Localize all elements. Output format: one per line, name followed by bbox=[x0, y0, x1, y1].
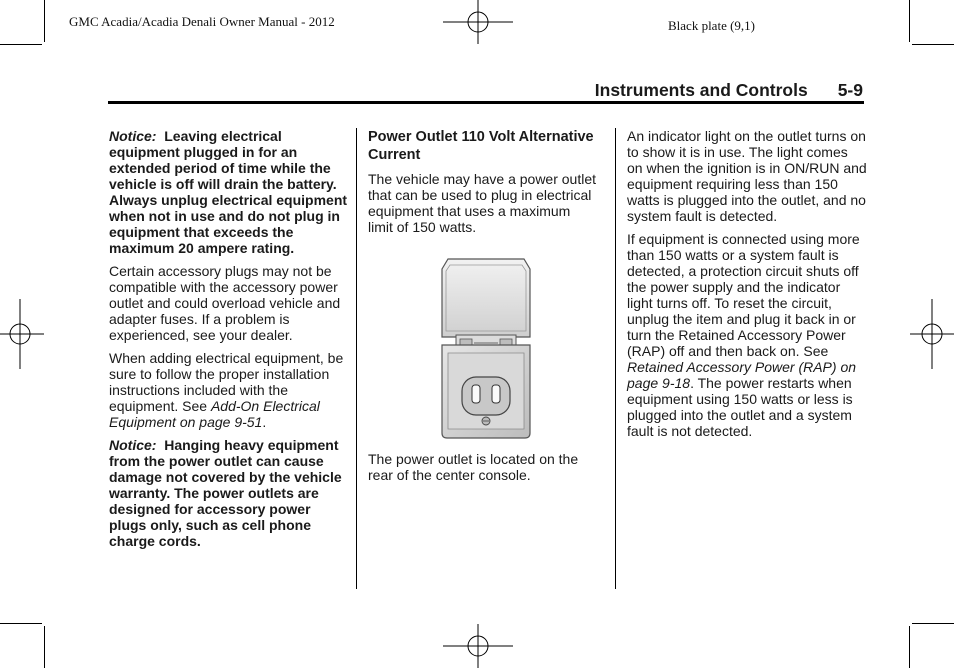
body-text: If equipment is connected using more than 150 watts or a system fault is detected, a protection circuit shuts off the power supply and the indicator light turns off. To reset the circuit, unplug the item and plug it back in or turn the Retained Accessory Power (RAP) off and then back on. See bbox=[627, 231, 860, 359]
crop-mark bbox=[44, 0, 45, 42]
body-paragraph bbox=[627, 231, 867, 439]
crop-mark bbox=[909, 626, 910, 668]
crop-mark bbox=[912, 44, 954, 45]
crop-mark bbox=[912, 623, 954, 624]
body-paragraph: Certain accessory plugs may not be compatible with the accessory power outlet and could overload vehicle and adapter fuses. If a problem is experienced, see your dealer. bbox=[109, 263, 341, 343]
crop-mark bbox=[44, 626, 45, 668]
crop-mark bbox=[0, 44, 42, 45]
column-1 bbox=[109, 128, 349, 556]
registration-mark-right bbox=[910, 297, 954, 371]
crop-mark bbox=[0, 623, 42, 624]
column-3 bbox=[627, 128, 867, 446]
manual-title: GMC Acadia/Acadia Denali Owner Manual - 2012 bbox=[69, 14, 335, 29]
crop-mark bbox=[909, 0, 910, 42]
illustration-caption: The power outlet is located on the rear of the center console. bbox=[368, 451, 579, 483]
notice-text: Hanging heavy equipment from the power outlet can cause damage not covered by the vehicle warranty. The power outlets are designed for accessory power plugs only, such as cell phone charge cords. bbox=[109, 437, 342, 549]
notice-paragraph bbox=[109, 128, 349, 256]
body-text: . bbox=[262, 414, 267, 430]
notice-label: Notice: bbox=[109, 128, 157, 144]
column-divider bbox=[615, 128, 616, 589]
column-2 bbox=[368, 128, 596, 242]
illustration-caption-block bbox=[368, 451, 596, 490]
section-heading: Power Outlet 110 Volt Alternative Current bbox=[368, 129, 594, 163]
notice-label: Notice: bbox=[109, 437, 157, 453]
cross-reference-link[interactable]: Add-On Electrical Equipment on page 9-51 bbox=[109, 398, 320, 430]
plate-label: Black plate (9,1) bbox=[668, 18, 755, 33]
cross-reference-link[interactable]: Retained Accessory Power (RAP) on page 9-18 bbox=[627, 359, 857, 391]
body-paragraph bbox=[109, 350, 349, 430]
notice-text: Leaving electrical equipment plugged in for an extended period of time while the vehicle is off will drain the battery. Always unplug electrical equipment when not in use and do not plug in equipment that exceeds the maximum 20 ampere rating. bbox=[109, 128, 348, 256]
section-header bbox=[520, 80, 863, 101]
header-rule bbox=[108, 101, 864, 104]
section-title: Instruments and Controls bbox=[594, 80, 808, 100]
page-number: 5-9 bbox=[837, 80, 863, 100]
notice-paragraph bbox=[109, 437, 349, 549]
body-paragraph: The vehicle may have a power outlet that can be used to plug in electrical equipment that uses a maximum limit of 150 watts. bbox=[368, 171, 597, 235]
column-divider bbox=[356, 128, 357, 589]
power-outlet-illustration bbox=[438, 257, 534, 440]
registration-mark-bottom bbox=[441, 624, 515, 668]
body-text: When adding electrical equipment, be sure to follow the proper installation instructions included with the equipment. See bbox=[109, 350, 344, 414]
registration-mark-left bbox=[0, 297, 44, 371]
body-paragraph: An indicator light on the outlet turns on to show it is in use. The light comes on when the ignition is in ON/RUN and equipment requiring less than 150 watts is plugged into the outlet, and no system fault is detected. bbox=[627, 128, 867, 224]
body-text: . The power restarts when equipment using 150 watts or less is plugged into the outlet and a system fault is not detected. bbox=[627, 375, 853, 439]
registration-mark-top bbox=[441, 0, 515, 46]
